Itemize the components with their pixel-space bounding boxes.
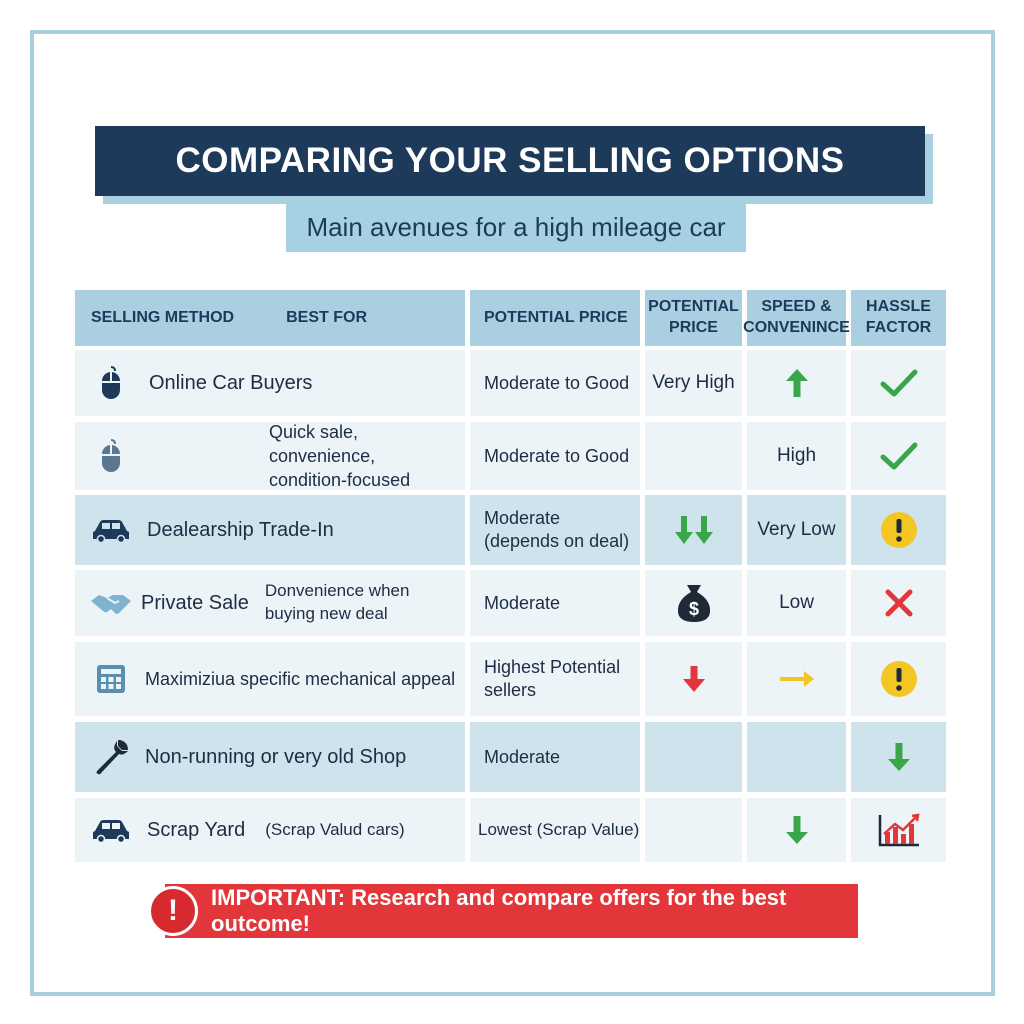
row-4-price: Moderate: [470, 570, 640, 636]
warning-icon: [880, 660, 918, 698]
handshake-icon: [89, 581, 133, 625]
arrow-down-icon: [886, 741, 912, 773]
svg-text:$: $: [688, 599, 699, 619]
row-4-speed: Low: [747, 570, 846, 636]
header-potential-price-2-line2: PRICE: [669, 319, 718, 336]
row-2-best-for-line2: condition-focused: [269, 470, 411, 491]
arrow-up-icon: [784, 367, 810, 399]
row-7-price: Lowest (Scrap Value): [470, 798, 640, 862]
row-7-hassle: [851, 798, 946, 862]
calculator-icon: [89, 657, 133, 701]
row-1-price: Moderate to Good: [470, 350, 640, 416]
row-2-best-for: [269, 420, 465, 493]
mouse-icon: [89, 361, 133, 405]
row-4-hassle: [851, 570, 946, 636]
row-2-speed: High: [747, 422, 846, 490]
checkmark-icon: [880, 441, 918, 471]
warning-icon: [880, 511, 918, 549]
row-5-method-label: Maximiziuа specific mechanical appeal: [145, 668, 456, 689]
row-5-speed: [747, 642, 846, 716]
row-6-price: Moderate: [470, 722, 640, 792]
row-5-price2: [645, 642, 742, 716]
header-best-for: BEST FOR: [286, 308, 367, 326]
header-selling-method: SELLING METHOD: [91, 308, 235, 326]
mouse-icon: [89, 434, 133, 478]
row-1-method-label: Online Car Buyers: [149, 371, 313, 394]
x-icon: [884, 588, 914, 618]
row-5-price: [470, 642, 640, 716]
row-3-price-line2: (depends on deal): [484, 531, 630, 551]
table-row-5-method: [75, 642, 465, 716]
table-row-2-method: [75, 422, 465, 490]
table-row-1-method: [75, 350, 465, 416]
row-1-price2: Very High: [645, 350, 742, 416]
arrow-down-icon: [784, 814, 810, 846]
table-row-7-method: [75, 798, 465, 862]
table-row-3-method: [75, 495, 465, 565]
row-3-speed: Very Low: [747, 495, 846, 565]
table-row-4-method: [75, 570, 465, 636]
header-hassle-factor: [851, 290, 946, 346]
row-7-method-label: Scrap Yard: [147, 818, 246, 841]
header-speed-line2: CONVENINCE: [743, 319, 850, 336]
row-4-price2: [645, 570, 742, 636]
row-3-price: [470, 495, 640, 565]
row-6-speed: [747, 722, 846, 792]
header-speed-line1: SPEED &: [761, 298, 832, 316]
car-icon: [89, 508, 133, 552]
page-title: COMPARING YOUR SELLING OPTIONS: [95, 126, 925, 196]
money-bag-icon: [675, 582, 713, 624]
row-7-best-for: (Scrap Valud cars): [265, 819, 405, 839]
header-potential-price: POTENTIAL PRICE: [470, 290, 640, 346]
row-3-hassle: [851, 495, 946, 565]
row-4-best-for-line2: buying new deal: [264, 604, 388, 623]
header-hassle-line2: FACTOR: [865, 319, 932, 336]
checkmark-icon: [880, 368, 918, 398]
row-5-price-line2: sellers: [484, 680, 537, 700]
car-icon: [89, 808, 133, 852]
row-6-hassle: [851, 722, 946, 792]
arrow-right-icon: [778, 669, 816, 689]
row-7-price2: [645, 798, 742, 862]
table-row-6-method: [75, 722, 465, 792]
row-2-hassle: [851, 422, 946, 490]
row-1-hassle: [851, 350, 946, 416]
row-4-best-for: [265, 580, 410, 626]
important-banner: IMPORTANT: Research and compare offers for the best outcome!: [165, 884, 858, 938]
header-speed-convenience: [743, 290, 850, 346]
arrow-down-red-icon: [680, 664, 708, 694]
header-potential-price-2-line1: POTENTIAL: [648, 298, 739, 316]
row-2-best-for-line1: Quick sale, convenience,: [269, 421, 376, 466]
row-3-method-label: Dealearship Trade-In: [147, 518, 334, 541]
header-method-bestfor: [75, 290, 465, 346]
row-5-hassle: [851, 642, 946, 716]
double-arrow-down-icon: [672, 514, 716, 546]
chart-icon: [877, 812, 921, 848]
row-6-method-label: Non-running or very old Shop: [145, 745, 407, 768]
row-3-price2: [645, 495, 742, 565]
row-2-price2: [645, 422, 742, 490]
row-3-price-line1: Moderate: [484, 507, 561, 528]
row-5-price-line1: Highest Potential: [484, 656, 621, 677]
row-2-price: Moderate to Good: [470, 422, 640, 490]
header-potential-price-2: [645, 290, 742, 346]
alert-icon: !: [148, 886, 198, 936]
row-1-speed: [747, 350, 846, 416]
row-7-speed: [747, 798, 846, 862]
row-4-best-for-line1: Donveniencе when: [264, 581, 410, 601]
row-4-method-label: Private Sale: [141, 591, 249, 614]
header-hassle-line1: HASSLE: [866, 298, 931, 316]
page-subtitle: Main avenues for a high mileage car: [286, 202, 746, 252]
row-6-price2: [645, 722, 742, 792]
wrench-icon: [89, 735, 133, 779]
